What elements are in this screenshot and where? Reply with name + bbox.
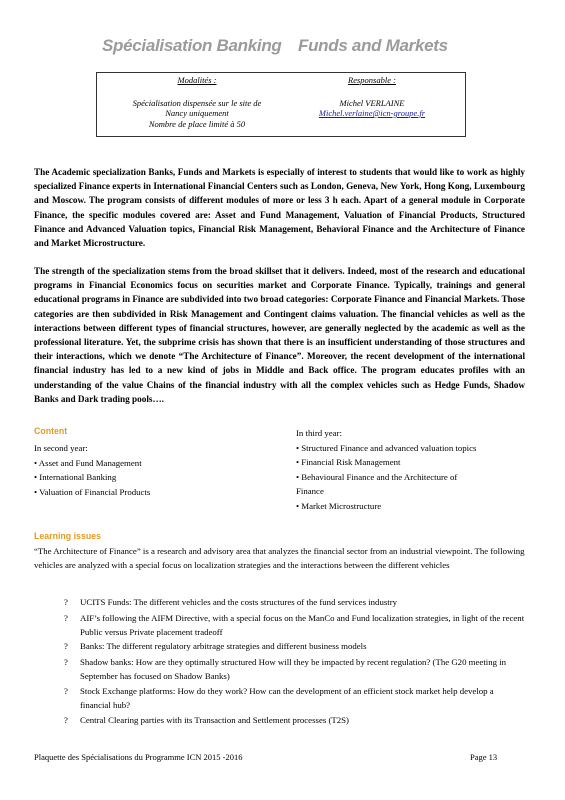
- third-year-item: Finance: [296, 486, 324, 496]
- page-title-left: Spécialisation Banking: [102, 36, 282, 55]
- third-year-item: • Financial Risk Management: [296, 457, 401, 467]
- bullet-glyph: ?: [64, 686, 68, 696]
- third-year-item: • Structured Finance and advanced valuation topics: [296, 442, 477, 453]
- learning-issues-heading: Learning issues: [34, 531, 101, 541]
- responsable-email-link[interactable]: Michel.verlaine@icn-groupe.fr: [318, 108, 426, 118]
- second-year-block: [34, 441, 150, 499]
- page-number: Page 13: [470, 752, 498, 762]
- second-year-item: • International Banking: [34, 472, 117, 482]
- third-year-item: • Behavioural Finance and the Architecture of: [296, 471, 458, 482]
- responsable-name: Michel VERLAINE: [339, 97, 405, 108]
- info-box: [96, 72, 466, 137]
- learning-item-text: Stock Exchange platforms: How do they work? How can the development of an efficient stock market help develop a financial hub?: [80, 686, 494, 710]
- learning-intro: “The Architecture of Finance” is a research and advisory area that analyzes the financial sector from an industrial viewpoint. The following vehicles are analyzed with a special focus on localization strategies and the interactions between the different vehicles: [34, 546, 525, 571]
- bullet-glyph: ?: [64, 715, 68, 725]
- learning-item-text: UCITS Funds: The different vehicles and the costs structures of the fund services industry: [80, 597, 398, 607]
- third-year-block: [296, 426, 476, 513]
- strength-paragraph: The strength of the specialization stems from the broad skillset that it delivers. Indeed, most of the research and educational programs in Financial Economics focus on securities market and Corporate Finance. Typically, trainings and general educational programs in Finance are subdivided into two broad categories: Corporate Finance and Financial Markets. Those categories are then subdivided in Risk Management and Contingent claims valuation. The financial vehicles as well as the interactions between different types of financial structures, however, are generally neglected by the academic as well as the professional literature. Yet, the subprime crisis has shown that there is an insufficient understanding of those structures and their interactions, which we denote “The Architecture of Finance”. Moreover, the recent development of the international financial industry has led to a new kind of jobs in Middle and Back office. The program educates profiles with an understanding of the value Chains of the financial industry with all the complex vehicles such as Hedge Funds, Shadow Banks and Dark trading pools….: [34, 266, 525, 404]
- page-title-right: Funds and Markets: [298, 36, 448, 55]
- third-year-item: • Market Microstructure: [296, 500, 382, 511]
- learning-item-text: AIF’s following the AIFM Directive, with a special focus on the ManCo and Fund localization strategies, in light of the recent Public versus Private placement tradeoff: [80, 613, 525, 637]
- responsable-heading: Responsable :: [348, 75, 396, 85]
- modalites-line: Spécialisation dispensée sur le site de: [132, 97, 262, 108]
- bullet-glyph: ?: [64, 597, 68, 607]
- bullet-glyph: ?: [64, 657, 68, 667]
- learning-item-text: Central Clearing parties with its Transaction and Settlement processes (T2S): [80, 715, 349, 725]
- modalites-line: Nombre de place limité à 50: [148, 118, 246, 129]
- content-heading: Content: [34, 426, 68, 436]
- intro-paragraph: The Academic specialization Banks, Funds and Markets is especially of interest to students that would like to work as highly specialized Finance experts in International Financial Centers such as London, Geneva, New York, Hong Kong, Luxembourg and Moscow. The program consists of different modules of more or less 3 h each. Apart of a general module in Corporate Finance, the specific modules covered are: Asset and Fund Management, Valuation of Financial Products, Structured Finance and Advanced Valuation topics, Financial Risk Management, Behavioral Finance and the Architecture of Finance and Market Microstructure.: [34, 167, 525, 249]
- responsable-column: [297, 75, 447, 119]
- learning-item-text: Shadow banks: How are they optimally structured How will they be impacted by recent regulation? (The G20 meeting in September has focused on Shadow Banks): [80, 657, 507, 681]
- bullet-glyph: ?: [64, 641, 68, 651]
- modalites-line: Nancy uniquement: [165, 108, 229, 118]
- modalites-heading: Modalités :: [177, 75, 217, 85]
- second-year-label: In second year:: [34, 443, 88, 453]
- bullet-glyph: ?: [64, 613, 68, 623]
- third-year-label: In third year:: [296, 428, 342, 438]
- modalites-column: [117, 75, 277, 129]
- learning-item-text: Banks: The different regulatory arbitrage strategies and different business models: [80, 641, 367, 651]
- second-year-item: • Valuation of Financial Products: [34, 486, 151, 497]
- second-year-item: • Asset and Fund Management: [34, 457, 142, 468]
- footer-left: Plaquette des Spécialisations du Programme ICN 2015 -2016: [34, 752, 243, 762]
